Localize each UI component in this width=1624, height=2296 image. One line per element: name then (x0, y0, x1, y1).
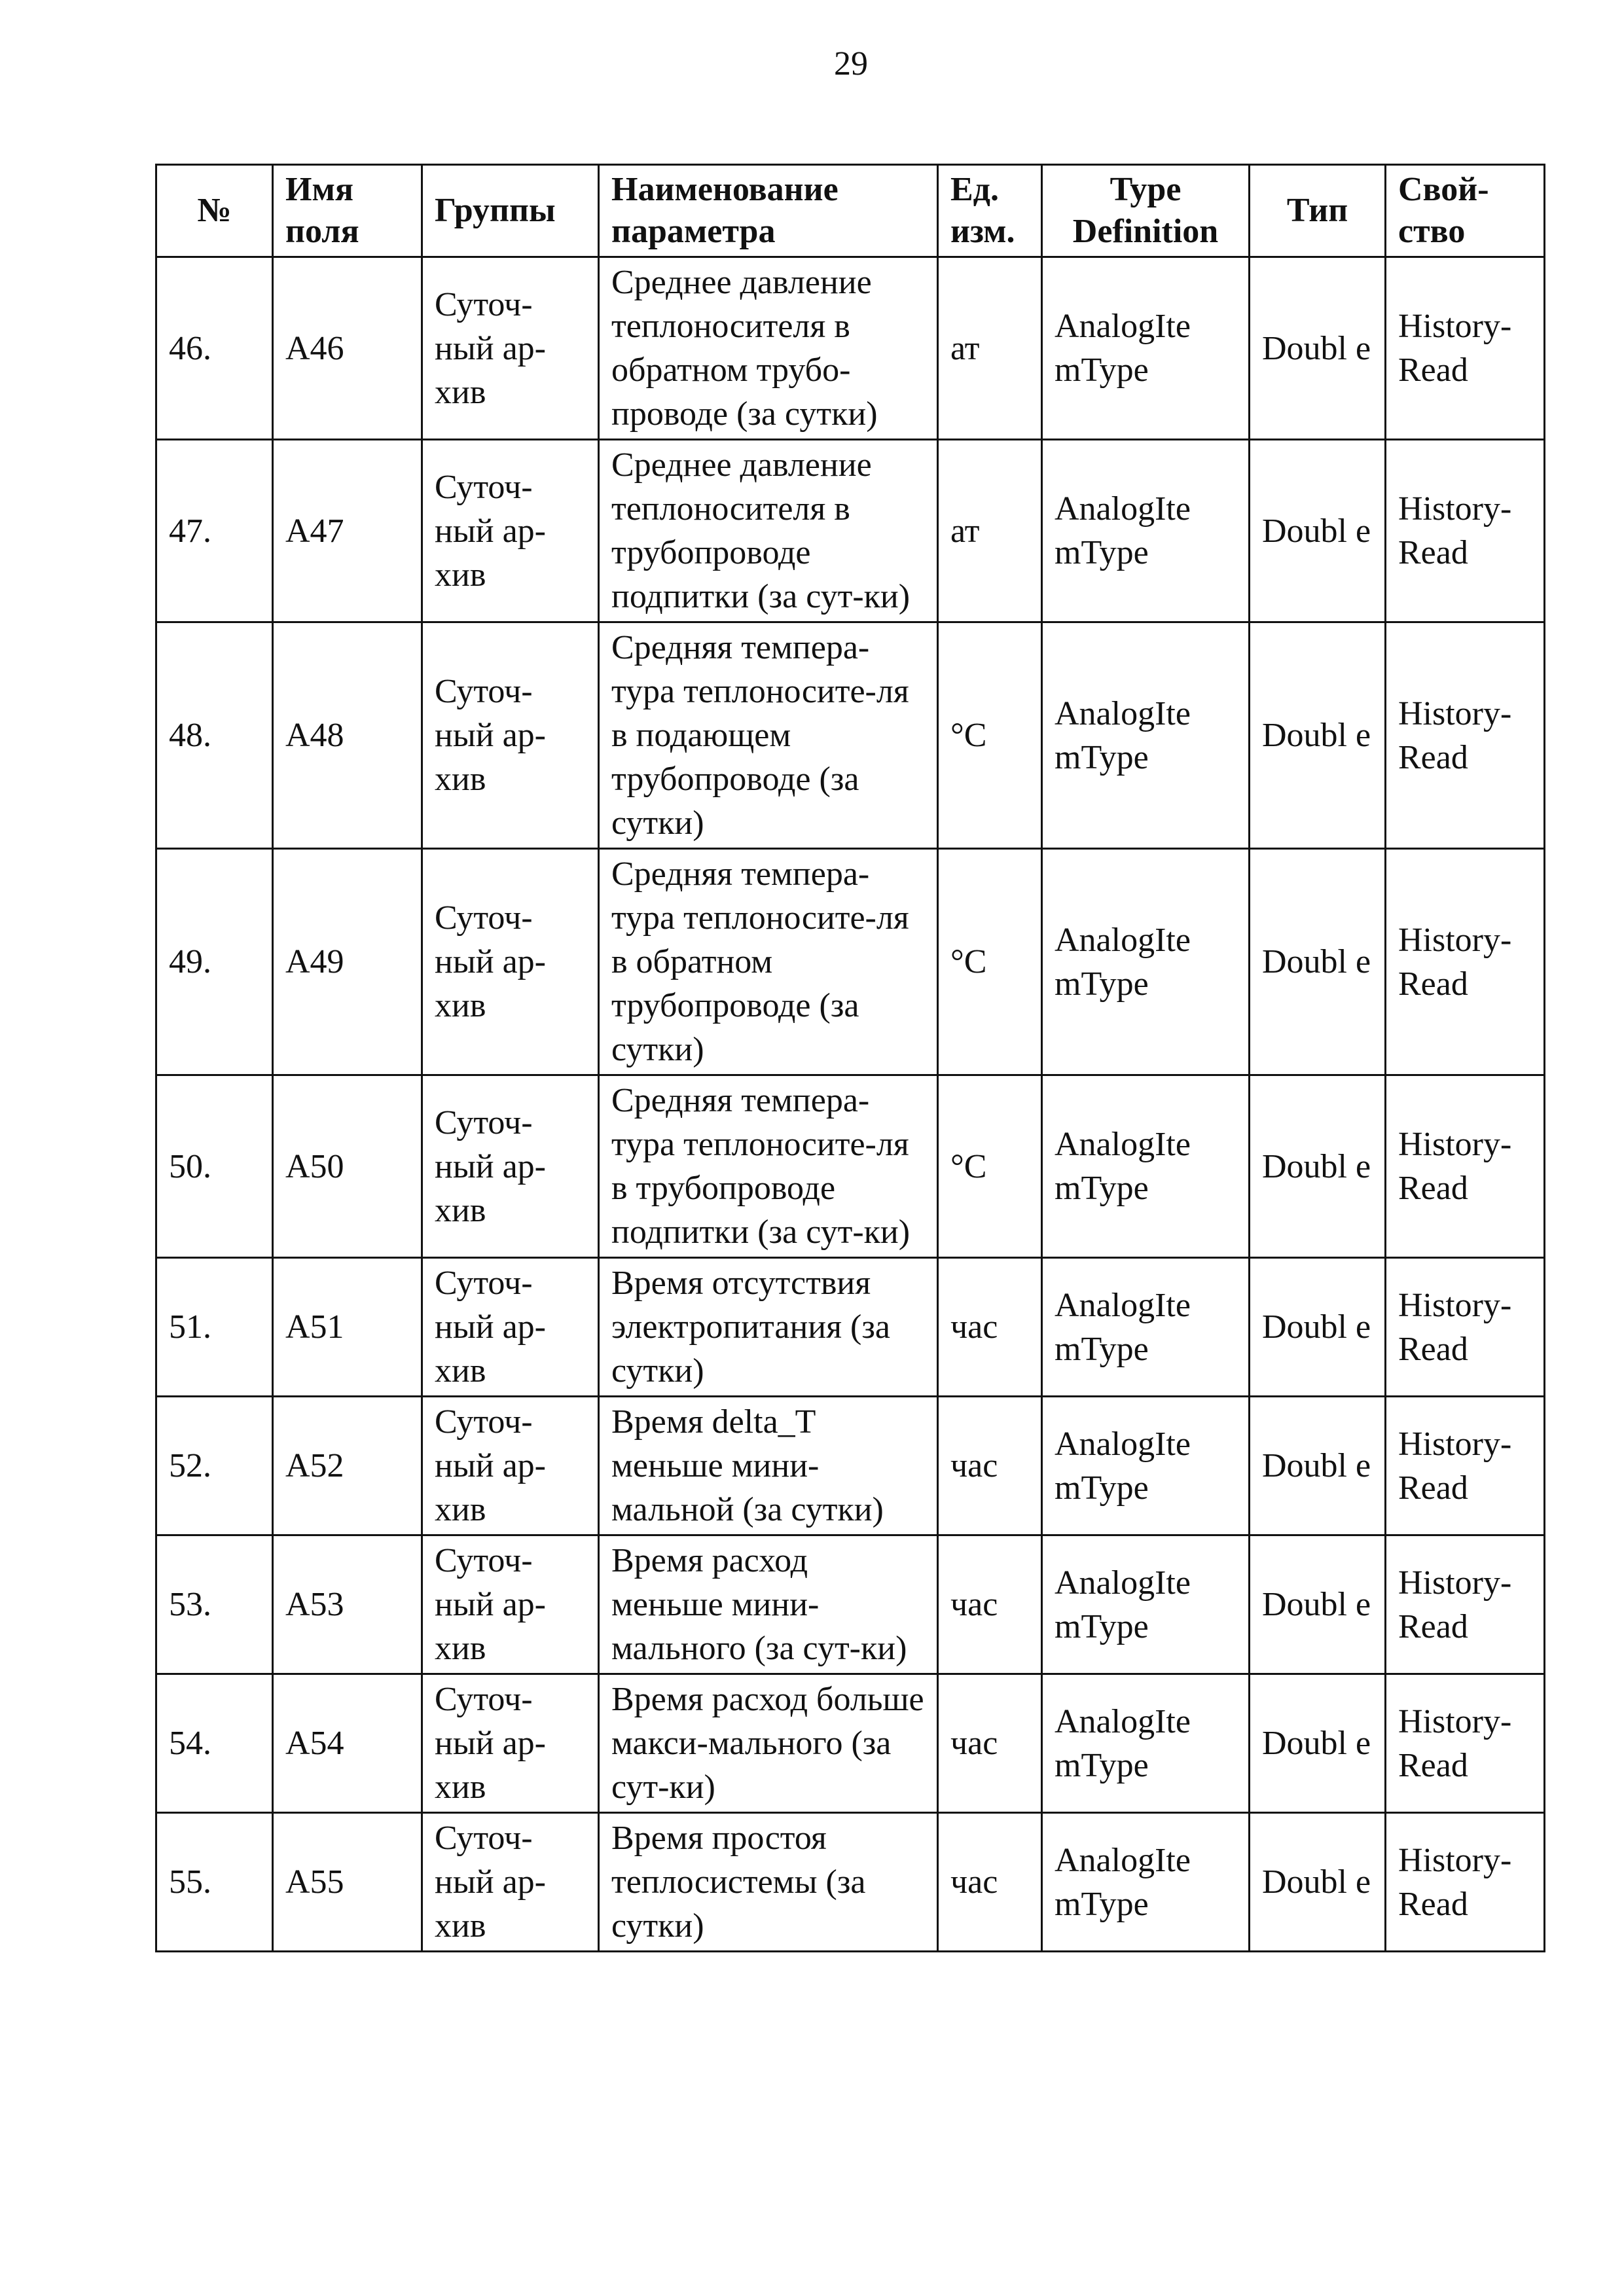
field-name: A47 (273, 440, 422, 622)
unit: час (938, 1258, 1042, 1397)
data-type: Doubl e (1250, 849, 1386, 1075)
property: History-Read (1386, 257, 1545, 440)
type-definition: AnalogIte mType (1042, 1674, 1250, 1813)
group: Суточ-ный ар-хив (422, 1535, 599, 1674)
group: Суточ-ный ар-хив (422, 440, 599, 622)
parameters-table (155, 164, 1545, 1952)
unit: час (938, 1674, 1042, 1813)
property: History-Read (1386, 440, 1545, 622)
data-type: Doubl e (1250, 440, 1386, 622)
parameter-name: Средняя темпера-тура теплоносите-ля в трубопроводе подпитки (за сут-ки) (599, 1075, 938, 1258)
row-number: 54. (156, 1674, 273, 1813)
group: Суточ-ный ар-хив (422, 257, 599, 440)
data-type: Doubl e (1250, 1813, 1386, 1952)
header-unit: Ед. изм. (938, 165, 1042, 257)
table-row (156, 1813, 1545, 1952)
group: Суточ-ный ар-хив (422, 1674, 599, 1813)
property: History-Read (1386, 1813, 1545, 1952)
row-number: 49. (156, 849, 273, 1075)
table-row (156, 849, 1545, 1075)
type-definition: AnalogIte mType (1042, 622, 1250, 849)
unit: °С (938, 1075, 1042, 1258)
unit: час (938, 1397, 1042, 1535)
type-definition: AnalogIte mType (1042, 1075, 1250, 1258)
type-definition: AnalogIte mType (1042, 1813, 1250, 1952)
row-number: 52. (156, 1397, 273, 1535)
header-groups: Группы (422, 165, 599, 257)
property: History-Read (1386, 1674, 1545, 1813)
unit: час (938, 1813, 1042, 1952)
table-header-row (156, 165, 1545, 257)
unit: ат (938, 440, 1042, 622)
type-definition: AnalogIte mType (1042, 1397, 1250, 1535)
property: History-Read (1386, 1535, 1545, 1674)
unit: час (938, 1535, 1042, 1674)
parameter-name: Время расход больше макси-мального (за сут-ки) (599, 1674, 938, 1813)
field-name: A50 (273, 1075, 422, 1258)
parameter-name: Среднее давление теплоносителя в трубопроводе подпитки (за сут-ки) (599, 440, 938, 622)
header-field-name: Имя поля (273, 165, 422, 257)
data-type: Doubl e (1250, 1674, 1386, 1813)
field-name: A55 (273, 1813, 422, 1952)
row-number: 50. (156, 1075, 273, 1258)
header-property: Свой-ство (1386, 165, 1545, 257)
type-definition: AnalogIte mType (1042, 1258, 1250, 1397)
data-type: Doubl e (1250, 1535, 1386, 1674)
header-number: № (156, 165, 273, 257)
data-type: Doubl e (1250, 1258, 1386, 1397)
property: History-Read (1386, 1397, 1545, 1535)
field-name: A53 (273, 1535, 422, 1674)
parameter-name: Среднее давление теплоносителя в обратном трубо-проводе (за сутки) (599, 257, 938, 440)
row-number: 55. (156, 1813, 273, 1952)
group: Суточ-ный ар-хив (422, 622, 599, 849)
parameter-name: Время простоя теплосистемы (за сутки) (599, 1813, 938, 1952)
property: History-Read (1386, 1075, 1545, 1258)
row-number: 53. (156, 1535, 273, 1674)
type-definition: AnalogIte mType (1042, 257, 1250, 440)
parameter-name: Средняя темпера-тура теплоносите-ля в обратном трубопроводе (за сутки) (599, 849, 938, 1075)
field-name: A48 (273, 622, 422, 849)
parameter-name: Время отсутствия электропитания (за сутки) (599, 1258, 938, 1397)
table-row (156, 1397, 1545, 1535)
parameter-name: Средняя темпера-тура теплоносите-ля в подающем трубопроводе (за сутки) (599, 622, 938, 849)
field-name: A54 (273, 1674, 422, 1813)
data-type: Doubl e (1250, 1075, 1386, 1258)
field-name: A52 (273, 1397, 422, 1535)
table-row (156, 1258, 1545, 1397)
table-row (156, 1075, 1545, 1258)
unit: °С (938, 622, 1042, 849)
group: Суточ-ный ар-хив (422, 1258, 599, 1397)
table-row (156, 1674, 1545, 1813)
row-number: 46. (156, 257, 273, 440)
data-type: Doubl e (1250, 1397, 1386, 1535)
field-name: A49 (273, 849, 422, 1075)
table-row (156, 622, 1545, 849)
header-type-definition: Type Definition (1042, 165, 1250, 257)
header-parameter-name: Наименование параметра (599, 165, 938, 257)
type-definition: AnalogIte mType (1042, 440, 1250, 622)
group: Суточ-ный ар-хив (422, 1075, 599, 1258)
table-row (156, 257, 1545, 440)
row-number: 47. (156, 440, 273, 622)
property: History-Read (1386, 849, 1545, 1075)
type-definition: AnalogIte mType (1042, 849, 1250, 1075)
property: History-Read (1386, 622, 1545, 849)
parameter-name: Время delta_T меньше мини-мальной (за сутки) (599, 1397, 938, 1535)
unit: ат (938, 257, 1042, 440)
unit: °С (938, 849, 1042, 1075)
data-type: Doubl e (1250, 257, 1386, 440)
parameter-name: Время расход меньше мини-мального (за сут-ки) (599, 1535, 938, 1674)
table-row (156, 1535, 1545, 1674)
field-name: A46 (273, 257, 422, 440)
property: History-Read (1386, 1258, 1545, 1397)
header-type: Тип (1250, 165, 1386, 257)
data-type: Doubl e (1250, 622, 1386, 849)
row-number: 48. (156, 622, 273, 849)
row-number: 51. (156, 1258, 273, 1397)
table-row (156, 440, 1545, 622)
type-definition: AnalogIte mType (1042, 1535, 1250, 1674)
field-name: A51 (273, 1258, 422, 1397)
page-number: 29 (834, 45, 868, 82)
group: Суточ-ный ар-хив (422, 849, 599, 1075)
group: Суточ-ный ар-хив (422, 1813, 599, 1952)
group: Суточ-ный ар-хив (422, 1397, 599, 1535)
